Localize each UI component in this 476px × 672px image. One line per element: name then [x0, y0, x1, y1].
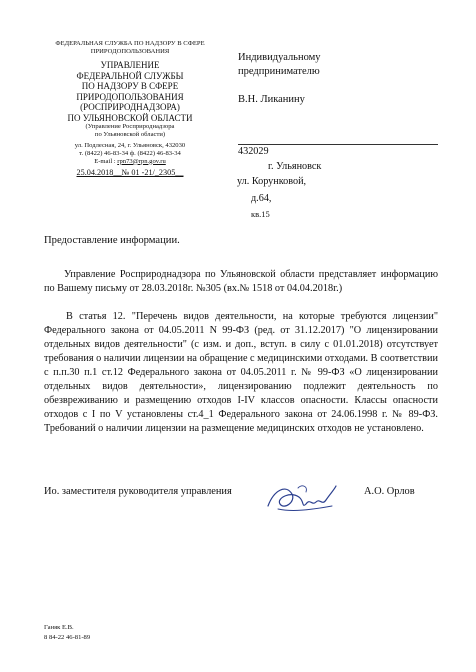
- address-divider: [238, 144, 438, 145]
- recipient-line-1: Индивидуальному: [238, 52, 321, 63]
- sender-contacts: [20, 142, 240, 165]
- recipient-house: д.64,: [251, 193, 272, 204]
- recipient-postcode: 432029: [238, 146, 269, 157]
- sender-short-name: [20, 123, 240, 139]
- sender-phones: т. (8422) 46-83-34 ф. (8422) 46-83-34: [79, 149, 181, 157]
- sender-organization: [20, 60, 240, 124]
- document-number: 25.04.2018__№ 01 -21/_2305__: [76, 168, 184, 177]
- recipient-name: В.Н. Ликанину: [238, 94, 305, 105]
- recipient-title: [238, 51, 321, 79]
- org-line-5: (РОСПРИРОДНАДЗОРА): [80, 102, 180, 113]
- letter-subject: Предоставление информации.: [44, 235, 180, 246]
- org-line-4: ПРИРОДОПОЛЬЗОВАНИЯ: [76, 91, 184, 102]
- sub-line-2: по Ульяновской области): [94, 130, 166, 138]
- author-phone: 8 84-22 46-81-89: [44, 634, 91, 641]
- handwritten-signature: [262, 476, 342, 520]
- email-link[interactable]: rpn73@rpn.gov.ru: [117, 157, 166, 165]
- org-line-1: УПРАВЛЕНИЕ: [100, 60, 160, 70]
- body-paragraph-1: Управление Росприроднадзора по Ульяновской области представляет информацию по Вашему письму от 28.03.2018г. №305 (вх.№ 1518 от 04.04.2018г.): [44, 269, 438, 294]
- recipient-apartment: кв.15: [251, 209, 270, 219]
- sender-address: ул. Подлесная, 24, г. Ульяновск, 432030: [74, 142, 186, 149]
- body-paragraph-2: В статья 12. "Перечень видов деятельности, на которые требуются лицензии" Федерального закона от 04.05.2011 N 99-ФЗ (ред. от 31.12.2017) "О лицензировании отдельных видов деятельности" (с изм. и доп., вступ. в силу с 01.01.2018) отсутствует требования о наличии лицензии на обращение с медицинскими отходами. В соответствии с п.п.30 п.1 ст.12 Федерального закона от 04.05.2011 г. № 99-ФЗ «О лицензировании отдельных видов деятельности», лицензированию подлежит деятельность по обезвреживанию и размещению отходов I-IV классов опасности. Классы опасности отходов с I по V установлены ст.4_1 Федерального закона от 24.06.1998 г. № 89-ФЗ. Требований о наличии лицензии на размещение медицинских отходов не установлено.: [44, 311, 438, 434]
- sender-service-name: [20, 40, 240, 56]
- author-name: Ганяк Е.В.: [44, 624, 74, 631]
- email-label: E-mail :: [94, 157, 118, 165]
- signatory-title: Ио. заместителя руководителя управления: [44, 486, 232, 497]
- org-line-2: ФЕДЕРАЛЬНОЙ СЛУЖБЫ: [76, 70, 184, 81]
- sub-line-1: (Управление Росприроднадзора: [85, 123, 175, 130]
- service-line-2: ПРИРОДОПОЛЬЗОВАНИЯ: [90, 47, 170, 55]
- recipient-line-2: предпринимателю: [238, 66, 320, 78]
- recipient-street: ул. Корунковой,: [237, 176, 307, 187]
- signatory-name: А.О. Орлов: [364, 486, 415, 497]
- service-line-1: ФЕДЕРАЛЬНАЯ СЛУЖБА ПО НАДЗОРУ В СФЕРЕ: [55, 40, 205, 47]
- recipient-city: г. Ульяновск: [268, 161, 322, 172]
- org-line-6: ПО УЛЬЯНОВСКОЙ ОБЛАСТИ: [67, 113, 193, 124]
- sender-email-line: [20, 158, 240, 166]
- org-line-3: ПО НАДЗОРУ В СФЕРЕ: [81, 81, 179, 92]
